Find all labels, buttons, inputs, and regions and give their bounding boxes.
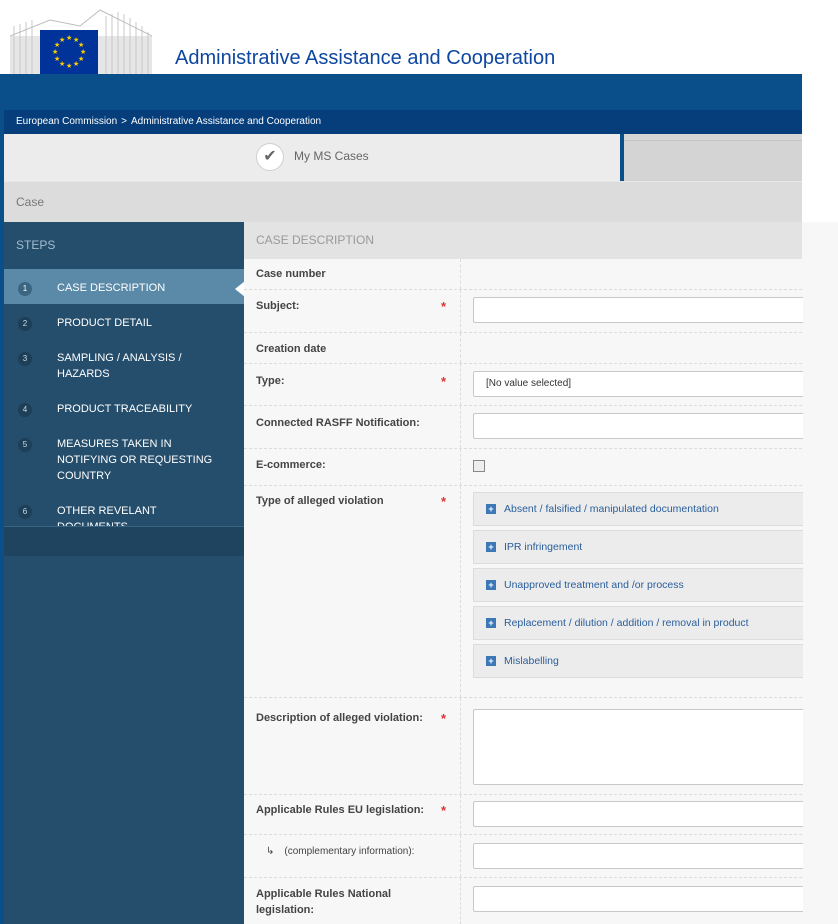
- ecommerce-label: E-commerce:: [256, 459, 326, 471]
- case-form: [244, 222, 838, 924]
- step-label: SAMPLING / ANALYSIS / HAZARDS: [57, 352, 182, 380]
- national-rules-input[interactable]: [473, 886, 803, 912]
- eu-rules-input[interactable]: [473, 801, 803, 827]
- svg-text:★: ★: [80, 48, 87, 56]
- row-ecommerce: [244, 449, 802, 486]
- national-rules-label: Applicable Rules National legislation:: [256, 888, 392, 916]
- eu-flag-icon: [40, 30, 98, 80]
- header-band: [0, 74, 802, 110]
- expand-plus-icon: +: [486, 656, 496, 666]
- step-product-detail[interactable]: [4, 304, 244, 339]
- step-number: 6: [18, 505, 32, 519]
- sub-arrow-icon: ↳: [266, 846, 275, 857]
- expand-plus-icon: +: [486, 542, 496, 552]
- required-mark: *: [441, 494, 447, 509]
- step-product-traceability[interactable]: [4, 390, 244, 425]
- svg-text:★: ★: [59, 60, 66, 68]
- step-number: 3: [18, 352, 32, 366]
- step-label: CASE DESCRIPTION: [57, 282, 166, 294]
- steps-title: STEPS: [16, 238, 56, 252]
- step-number: 5: [18, 438, 32, 452]
- svg-text:★: ★: [78, 41, 85, 49]
- subject-label: Subject:: [256, 300, 300, 312]
- step-measures-taken[interactable]: [4, 425, 244, 492]
- violation-list: [473, 492, 803, 682]
- case-title-bar: Case: [4, 181, 802, 222]
- row-national-rules: [244, 878, 802, 924]
- row-connected-rasff: [244, 406, 802, 449]
- steps-footer: [4, 526, 244, 556]
- required-mark: *: [441, 711, 447, 726]
- step-label: MEASURES TAKEN IN NOTIFYING OR REQUESTING COUNTRY: [57, 438, 213, 482]
- tab-secondary[interactable]: [624, 140, 802, 181]
- step-sampling-analysis-hazards[interactable]: [4, 339, 244, 390]
- checkmark-icon: ✔: [256, 143, 284, 171]
- violation-type-label: Type of alleged violation: [256, 495, 384, 507]
- step-label: PRODUCT DETAIL: [57, 317, 152, 329]
- step-number: 2: [18, 317, 32, 331]
- description-textarea[interactable]: [473, 709, 803, 785]
- site-header: [0, 0, 838, 110]
- step-label: OTHER REVELANT: [57, 505, 157, 517]
- row-subject: [244, 290, 802, 333]
- expand-plus-icon: +: [486, 504, 496, 514]
- row-complementary: [244, 835, 802, 878]
- tab-my-ms-cases[interactable]: [4, 134, 620, 181]
- svg-text:★: ★: [54, 55, 61, 63]
- required-mark: *: [441, 374, 447, 389]
- violation-item[interactable]: + Replacement / dilution / addition / removal in product: [473, 606, 803, 640]
- step-number: 4: [18, 403, 32, 417]
- eu-rules-label: Applicable Rules EU legislation:: [256, 804, 425, 816]
- svg-text:★: ★: [73, 36, 80, 44]
- type-select[interactable]: [No value selected]: [473, 371, 803, 397]
- expand-plus-icon: +: [486, 618, 496, 628]
- required-mark: *: [441, 299, 447, 314]
- row-creation-date: [244, 333, 802, 364]
- step-number: 1: [18, 282, 32, 296]
- svg-text:★: ★: [59, 36, 66, 44]
- connected-rasff-label: Connected RASFF Notification:: [256, 417, 420, 429]
- row-type: [244, 364, 802, 406]
- svg-text:★: ★: [54, 41, 61, 49]
- svg-text:★: ★: [78, 55, 85, 63]
- violation-item[interactable]: + Unapproved treatment and /or process: [473, 568, 803, 602]
- connected-rasff-input[interactable]: [473, 413, 803, 439]
- row-case-number: [244, 259, 802, 290]
- step-case-description[interactable]: [4, 269, 244, 304]
- breadcrumb: [4, 110, 802, 134]
- tab-bar: [4, 134, 802, 181]
- type-label: Type:: [256, 375, 285, 387]
- complementary-input[interactable]: [473, 843, 803, 869]
- step-label: PRODUCT TRACEABILITY: [57, 403, 193, 415]
- row-description: [244, 698, 802, 795]
- violation-item[interactable]: + IPR infringement: [473, 530, 803, 564]
- expand-plus-icon: +: [486, 580, 496, 590]
- violation-item[interactable]: + Absent / falsified / manipulated documentation: [473, 492, 803, 526]
- row-eu-rules: [244, 795, 802, 835]
- violation-item[interactable]: + Mislabelling: [473, 644, 803, 678]
- svg-text:★: ★: [66, 34, 73, 42]
- breadcrumb-link-aac[interactable]: Administrative Assistance and Cooperation: [131, 116, 322, 127]
- case-number-label: Case number: [256, 268, 326, 280]
- breadcrumb-separator: >: [121, 116, 128, 127]
- svg-text:★: ★: [52, 48, 59, 56]
- complementary-label: ↳ (complementary information):: [266, 846, 415, 857]
- ecommerce-checkbox[interactable]: [473, 460, 485, 472]
- required-mark: *: [441, 803, 447, 818]
- breadcrumb-link-ec[interactable]: European Commission: [16, 116, 118, 127]
- svg-text:★: ★: [73, 60, 80, 68]
- site-title: Administrative Assistance and Cooperation: [175, 47, 556, 69]
- steps-sidebar: [4, 222, 244, 924]
- tab-label: My MS Cases: [294, 149, 369, 163]
- section-title: CASE DESCRIPTION: [244, 222, 802, 259]
- svg-text:★: ★: [66, 62, 73, 70]
- description-label: Description of alleged violation:: [256, 712, 423, 724]
- subject-input[interactable]: [473, 297, 803, 323]
- creation-date-label: Creation date: [256, 343, 327, 355]
